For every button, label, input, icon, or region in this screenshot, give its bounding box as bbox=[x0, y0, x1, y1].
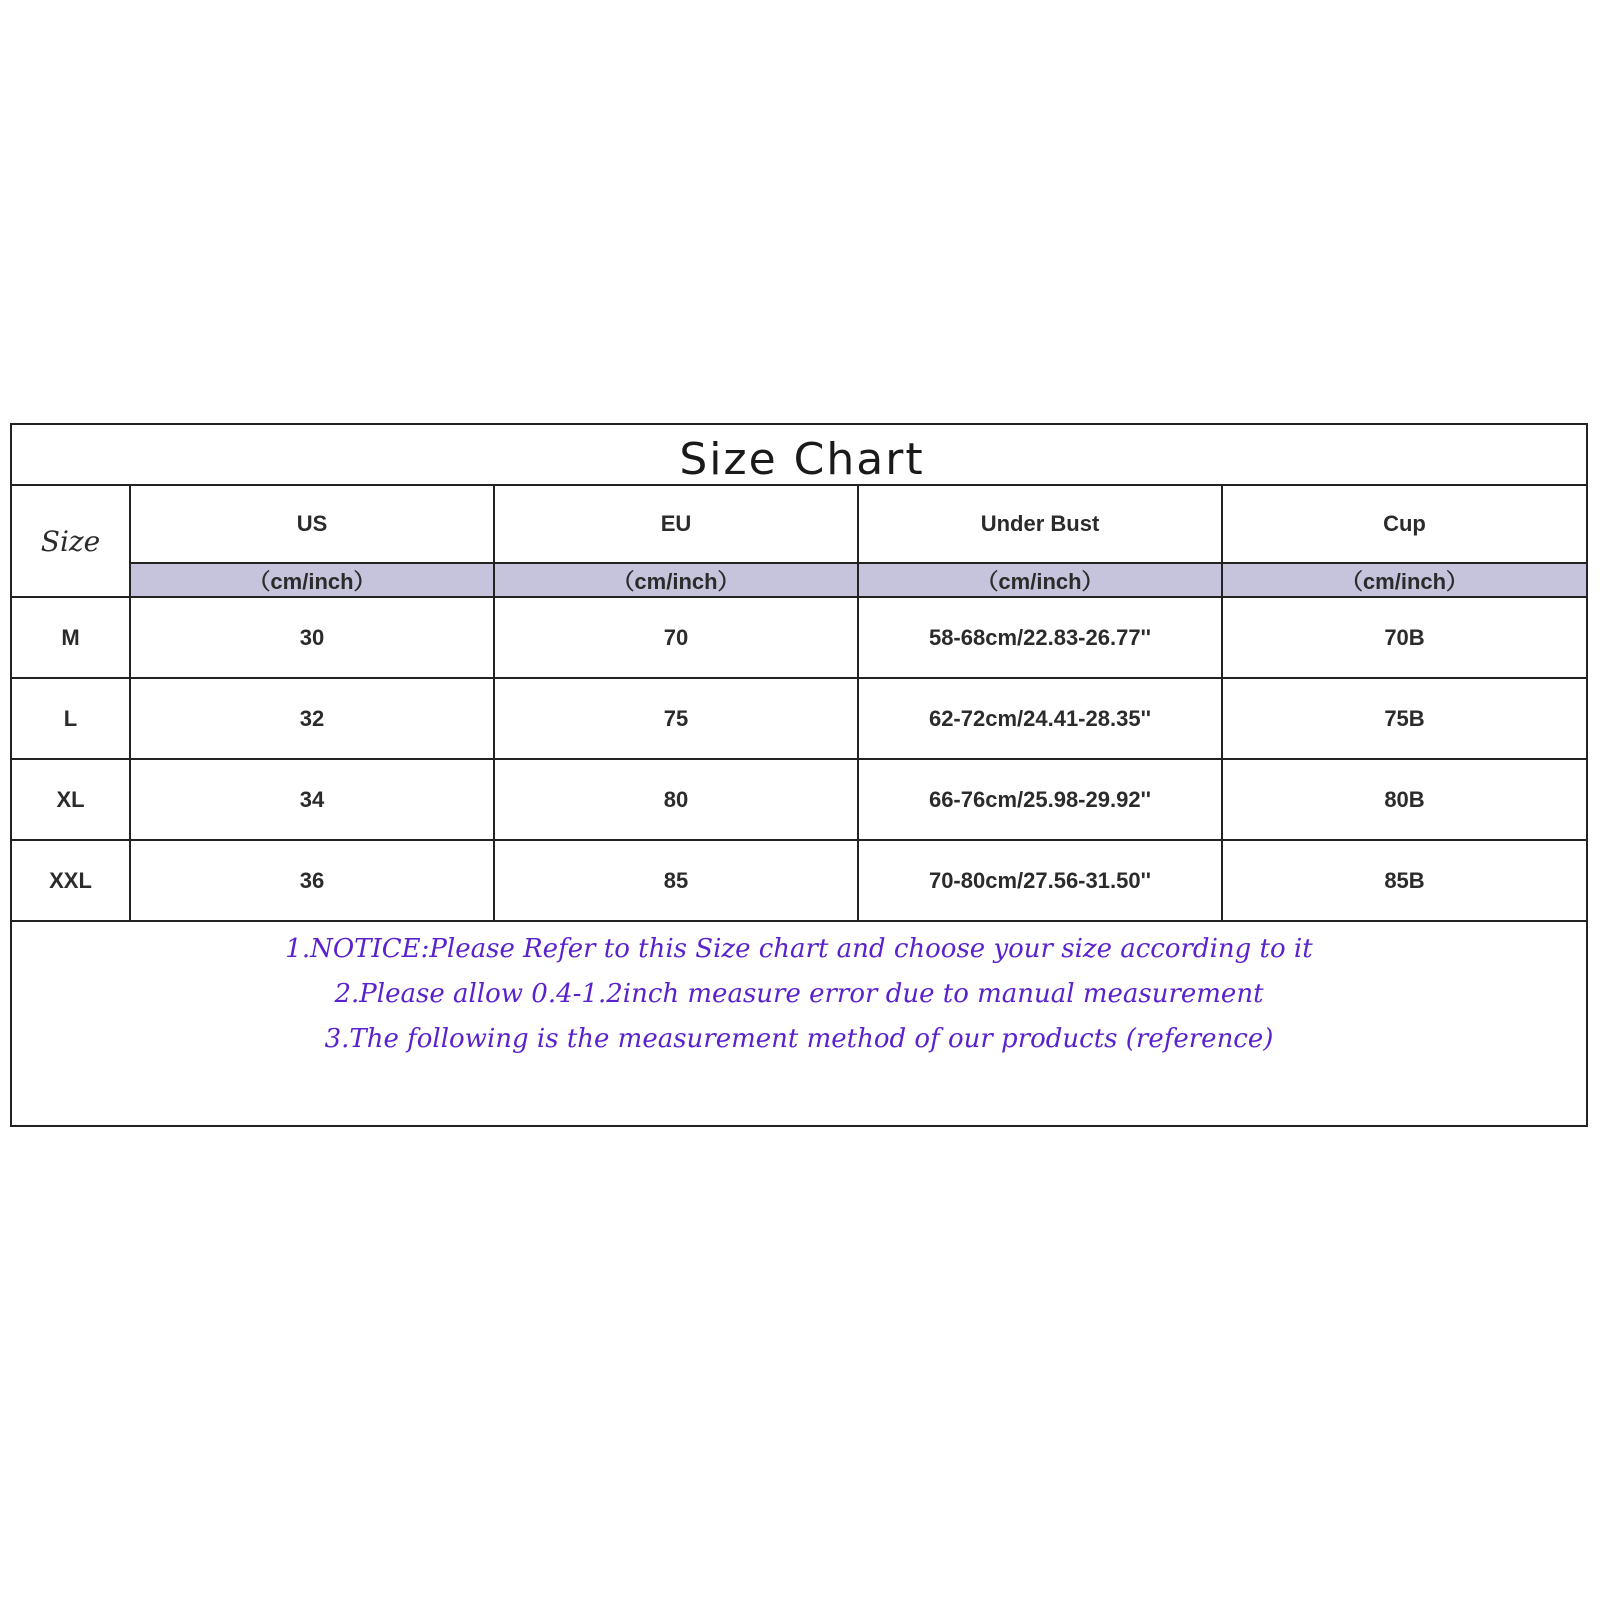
column-header-eu: EU bbox=[494, 486, 858, 563]
cup-value: 75B bbox=[1222, 678, 1586, 759]
under-bust-value: 70-80cm/27.56-31.50'' bbox=[858, 840, 1222, 921]
table-row bbox=[12, 759, 1586, 840]
us-value: 30 bbox=[130, 597, 494, 678]
size-label: XXL bbox=[12, 840, 130, 921]
cup-value: 80B bbox=[1222, 759, 1586, 840]
table-row bbox=[12, 597, 1586, 678]
size-table bbox=[12, 486, 1586, 922]
column-header-cup: Cup bbox=[1222, 486, 1586, 563]
note-line: 2.Please allow 0.4-1.2inch measure error due to manual measurement bbox=[334, 979, 1264, 1009]
table-row bbox=[12, 840, 1586, 921]
us-value: 36 bbox=[130, 840, 494, 921]
us-value: 32 bbox=[130, 678, 494, 759]
under-bust-value: 62-72cm/24.41-28.35'' bbox=[858, 678, 1222, 759]
size-label: L bbox=[12, 678, 130, 759]
eu-value: 85 bbox=[494, 840, 858, 921]
unit-label-us: （cm/inch） bbox=[130, 563, 494, 597]
note-line: 1.NOTICE:Please Refer to this Size chart and choose your size according to it bbox=[285, 934, 1313, 964]
unit-label-cup: （cm/inch） bbox=[1222, 563, 1586, 597]
eu-value: 80 bbox=[494, 759, 858, 840]
column-header-us: US bbox=[130, 486, 494, 563]
eu-value: 75 bbox=[494, 678, 858, 759]
unit-label-under-bust: （cm/inch） bbox=[858, 563, 1222, 597]
size-label: XL bbox=[12, 759, 130, 840]
column-header-under-bust: Under Bust bbox=[858, 486, 1222, 563]
size-label: M bbox=[12, 597, 130, 678]
under-bust-value: 66-76cm/25.98-29.92'' bbox=[858, 759, 1222, 840]
chart-title-row bbox=[12, 425, 1586, 486]
cup-value: 85B bbox=[1222, 840, 1586, 921]
us-value: 34 bbox=[130, 759, 494, 840]
chart-title: Size Chart bbox=[679, 434, 925, 485]
size-column-header: Size bbox=[12, 486, 130, 597]
unit-row bbox=[12, 563, 1586, 597]
eu-value: 70 bbox=[494, 597, 858, 678]
cup-value: 70B bbox=[1222, 597, 1586, 678]
unit-label-eu: （cm/inch） bbox=[494, 563, 858, 597]
note-line: 3.The following is the measurement method of our products (reference) bbox=[324, 1024, 1274, 1054]
table-row bbox=[12, 678, 1586, 759]
under-bust-value: 58-68cm/22.83-26.77'' bbox=[858, 597, 1222, 678]
size-chart bbox=[10, 423, 1588, 1127]
notes-section bbox=[12, 927, 1586, 1062]
header-row bbox=[12, 486, 1586, 563]
